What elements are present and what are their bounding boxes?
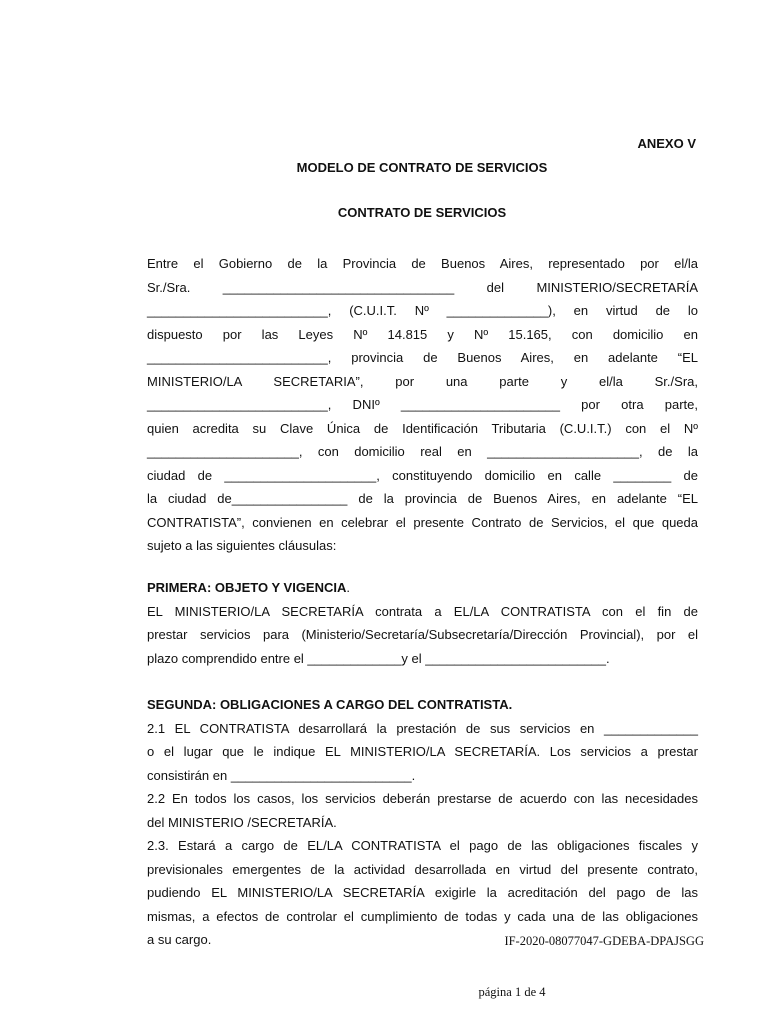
text-line: dispuesto por las Leyes Nº 14.815 y Nº 15.165, con domicilio en	[147, 326, 698, 342]
first-clause-text	[147, 600, 698, 671]
text-line: _____________________, con domicilio real en _____________________, de la	[147, 444, 698, 459]
text-line: EL MINISTERIO/LA SECRETARÍA contrata a EL/LA CONTRATISTA con el fin de	[147, 603, 698, 619]
text-line: a su cargo.	[147, 932, 212, 947]
text-line: la ciudad de________________ de la provincia de Buenos Aires, en adelante “EL	[147, 491, 698, 506]
intro-paragraph	[147, 252, 698, 558]
text-line: previsionales emergentes de la actividad desarrollada en virtud del presente contrato,	[147, 861, 698, 877]
text-line: _________________________, DNIº ______________________ por otra parte,	[147, 397, 698, 412]
first-clause-heading-line	[147, 576, 698, 600]
document-id: IF-2020-08077047-GDEBA-DPAJSGG	[504, 934, 704, 948]
text-line: Entre el Gobierno de la Provincia de Buenos Aires, representado por el/la	[147, 256, 698, 271]
second-clause	[147, 693, 698, 952]
text-line: 2.3. Estará a cargo de EL/LA CONTRATISTA el pago de las obligaciones fiscales y	[147, 838, 698, 853]
second-clause-heading: SEGUNDA: OBLIGACIONES A CARGO DEL CONTRATISTA.	[147, 697, 513, 712]
text-line: 2.1 EL CONTRATISTA desarrollará la prestación de sus servicios en _____________	[147, 720, 698, 736]
text-line: sujeto a las siguientes cláusulas:	[147, 538, 337, 553]
text-line: _________________________, provincia de Buenos Aires, en adelante “EL	[147, 350, 698, 365]
annex-label: ANEXO V	[637, 136, 696, 151]
first-clause-heading: PRIMERA: OBJETO Y VIGENCIA	[147, 580, 347, 595]
text-line: del MINISTERIO /SECRETARÍA.	[147, 814, 337, 830]
text-line: Sr./Sra. ________________________________ del MINISTERIO/SECRETARÍA	[147, 279, 698, 295]
text-line: quien acredita su Clave Única de Identificación Tributaria (C.U.I.T.) con el Nº	[147, 420, 698, 436]
text-line: ciudad de _____________________, constituyendo domicilio en calle ________ de	[147, 467, 698, 483]
first-clause	[147, 576, 698, 670]
text-line: CONTRATISTA”, convienen en celebrar el presente Contrato de Servicios, el que queda	[147, 514, 698, 530]
text-line: consistirán en _________________________.	[147, 767, 416, 783]
page-number: página 1 de 4	[478, 985, 546, 999]
text-line: pudiendo EL MINISTERIO/LA SECRETARÍA exigirle la acreditación del pago de las	[147, 885, 698, 900]
text-line: mismas, a efectos de controlar el cumplimiento de todas y cada una de las obligaciones	[147, 908, 698, 924]
first-clause-heading-suffix: .	[346, 580, 350, 595]
text-line: _________________________, (C.U.I.T. Nº ______________), en virtud de lo	[147, 303, 698, 318]
text-line: plazo comprendido entre el _____________y el _________________________.	[147, 650, 610, 666]
contract-title: CONTRATO DE SERVICIOS	[337, 205, 507, 220]
text-line: prestar servicios para (Ministerio/Secretaría/Subsecretaría/Dirección Provincial), por el	[147, 627, 698, 642]
model-title: MODELO DE CONTRATO DE SERVICIOS	[296, 160, 548, 175]
text-line: o el lugar que le indique EL MINISTERIO/LA SECRETARÍA. Los servicios a prestar	[147, 744, 698, 759]
text-line: MINISTERIO/LA SECRETARIA”, por una parte y el/la Sr./Sra,	[147, 373, 698, 389]
text-line: 2.2 En todos los casos, los servicios deberán prestarse de acuerdo con las necesidades	[147, 791, 698, 806]
second-clause-text	[147, 717, 698, 952]
